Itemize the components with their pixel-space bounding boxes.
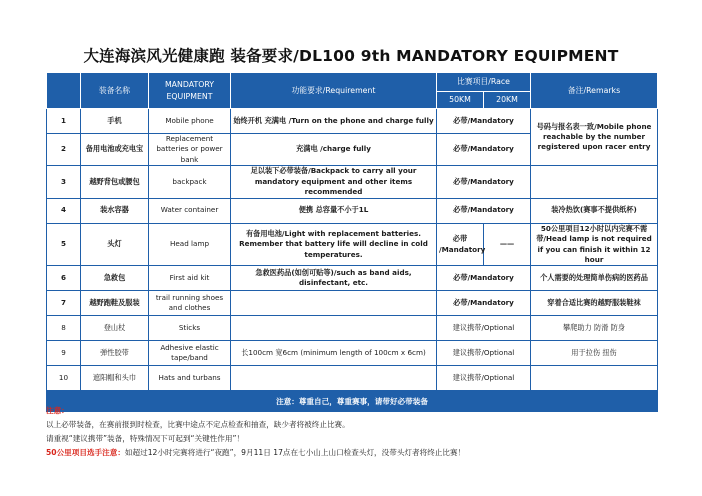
row-name: 备用电池或充电宝: [81, 134, 149, 166]
row-item: Head lamp: [149, 223, 231, 266]
notes-line-3-text: 如超过12小时完赛将进行“夜跑”，9月11日 17点在七小山上山口检查头灯，没带头灯者将终止比赛！: [124, 448, 466, 457]
row-item: Adhesive elastic tape/band: [149, 341, 231, 366]
row-race-50km: 必带 /Mandatory: [437, 223, 484, 266]
row-requirement: [231, 316, 437, 341]
row-no: 9: [47, 341, 81, 366]
row-remark: 号码与报名表一致/Mobile phone reachable by the number registered upon racer entry: [531, 109, 658, 166]
row-requirement: 长100cm 宽6cm (minimum length of 100cm x 6cm): [231, 341, 437, 366]
row-no: 4: [47, 198, 81, 223]
row-remark: 用于拉伤 扭伤: [531, 341, 658, 366]
header-requirement: 功能要求/Requirement: [231, 73, 437, 109]
row-name: 装水容器: [81, 198, 149, 223]
notes: [46, 404, 666, 460]
header-remarks: 备注/Remarks: [531, 73, 658, 109]
row-race: 必带/Mandatory: [437, 266, 531, 291]
table-row: [47, 109, 658, 134]
table-row: [47, 223, 658, 266]
row-race: 建议携带/Optional: [437, 366, 531, 391]
table-row: [47, 198, 658, 223]
row-no: 7: [47, 291, 81, 316]
row-race: 必带/Mandatory: [437, 198, 531, 223]
notes-line-2: 请重视“建议携带”装备，特殊情况下可起到“关键性作用”！: [46, 434, 244, 443]
row-race: 必带/Mandatory: [437, 134, 531, 166]
row-name: 弹性胶带: [81, 341, 149, 366]
row-remark: 攀爬助力 防滑 防身: [531, 316, 658, 341]
table-row: [47, 316, 658, 341]
row-requirement: 便携 总容量不小于1L: [231, 198, 437, 223]
row-no: 10: [47, 366, 81, 391]
row-no: 1: [47, 109, 81, 134]
row-race-20km: ——: [484, 223, 531, 266]
row-race: 建议携带/Optional: [437, 316, 531, 341]
row-requirement: 充满电 /charge fully: [231, 134, 437, 166]
row-race: 建议携带/Optional: [437, 341, 531, 366]
row-requirement: 始终开机 充满电 /Turn on the phone and charge fully: [231, 109, 437, 134]
notes-line-3-label: 50公里项目选手注意：: [46, 448, 125, 457]
row-name: 遮阳帽和头巾: [81, 366, 149, 391]
notes-heading: 注意：: [46, 406, 69, 415]
row-remark: [531, 166, 658, 198]
row-item: Water container: [149, 198, 231, 223]
row-name: 头灯: [81, 223, 149, 266]
row-item: Replacement batteries or power bank: [149, 134, 231, 166]
row-name: 越野背包或腰包: [81, 166, 149, 198]
row-no: 3: [47, 166, 81, 198]
row-requirement: 急救医药品(如创可贴等)/such as band aids, disinfectant, etc.: [231, 266, 437, 291]
row-item: trail running shoes and clothes: [149, 291, 231, 316]
header-race: 比赛项目/Race: [437, 73, 531, 92]
table-row: [47, 166, 658, 198]
page-title: 大连海滨风光健康跑 装备要求/DL100 9th MANDATORY EQUIPMENT: [83, 47, 619, 65]
row-remark: 装冷热饮(赛事不提供纸杯): [531, 198, 658, 223]
row-name: 越野跑鞋及服装: [81, 291, 149, 316]
equipment-table: [46, 72, 658, 412]
notes-line-1: 以上必带装备，在赛前报到时检查，比赛中途点不定点检查和抽查，缺少者将被终止比赛。: [46, 420, 350, 429]
row-item: First aid kit: [149, 266, 231, 291]
header-mandatory: MANDATORY EQUIPMENT: [149, 73, 231, 109]
row-item: Sticks: [149, 316, 231, 341]
row-no: 6: [47, 266, 81, 291]
row-name: 急救包: [81, 266, 149, 291]
row-remark: 个人需要的处理简单伤病的医药品: [531, 266, 658, 291]
row-no: 2: [47, 134, 81, 166]
row-name: 登山杖: [81, 316, 149, 341]
row-name: 手机: [81, 109, 149, 134]
table-row: [47, 266, 658, 291]
row-remark: 50公里项目12小时以内完赛不需带/Head lamp is not required if you can finish it within 12 hour: [531, 223, 658, 266]
row-item: backpack: [149, 166, 231, 198]
table-row: [47, 366, 658, 391]
row-requirement: 有备用电池/Light with replacement batteries. Remember that battery life will decline in cold temperatures.: [231, 223, 437, 266]
row-race: 必带/Mandatory: [437, 166, 531, 198]
header-50km: 50KM: [437, 92, 484, 109]
row-requirement: [231, 291, 437, 316]
header-no: [47, 73, 81, 109]
notes-line-3: [46, 446, 666, 460]
row-race: 必带/Mandatory: [437, 109, 531, 134]
row-requirement: 足以装下必带装备/Backpack to carry all your mandatory equipment and other items recommended: [231, 166, 437, 198]
header-20km: 20KM: [484, 92, 531, 109]
row-remark: 穿着合适比赛的越野服装鞋袜: [531, 291, 658, 316]
row-requirement: [231, 366, 437, 391]
row-item: Hats and turbans: [149, 366, 231, 391]
row-item: Mobile phone: [149, 109, 231, 134]
table-row: [47, 291, 658, 316]
row-race: 必带/Mandatory: [437, 291, 531, 316]
row-no: 8: [47, 316, 81, 341]
footer-banner: 注意：尊重自己，尊重赛事，请带好必带装备: [47, 391, 658, 412]
table-row: [47, 341, 658, 366]
row-remark: [531, 366, 658, 391]
header-name: 装备名称: [81, 73, 149, 109]
row-no: 5: [47, 223, 81, 266]
